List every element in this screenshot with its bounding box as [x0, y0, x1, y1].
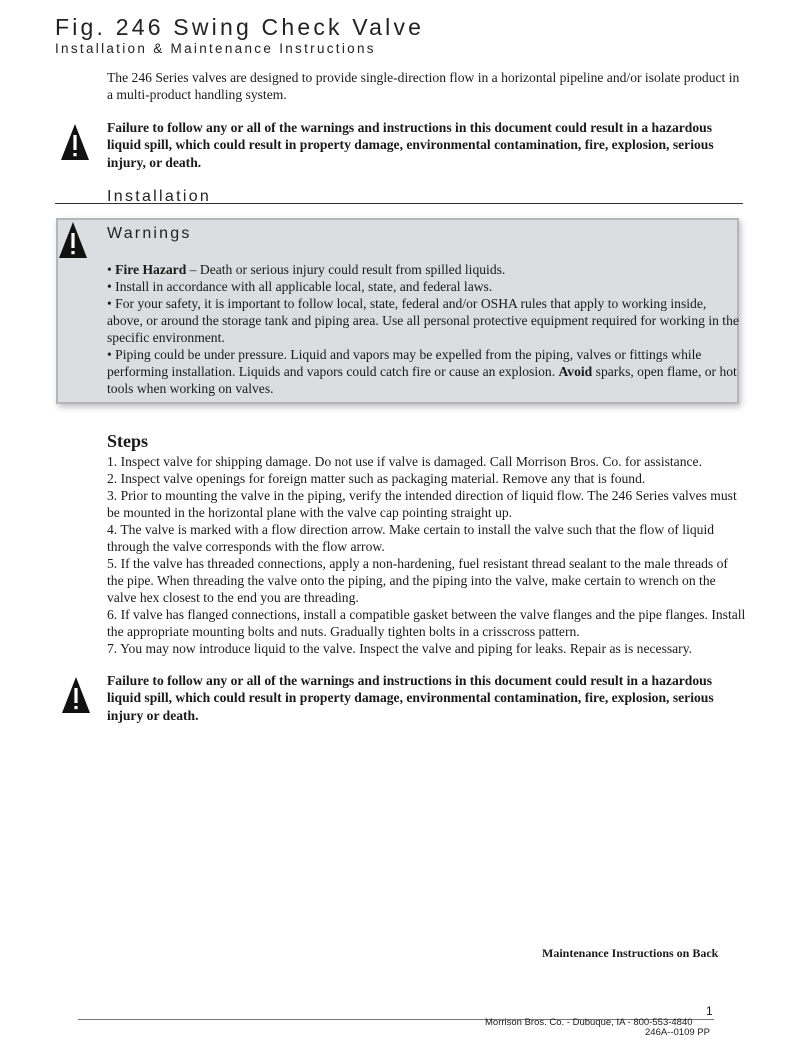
maintenance-note: Maintenance Instructions on Back: [542, 946, 719, 960]
step-item: 1. Inspect valve for shipping damage. Do not use if valve is damaged. Call Morrison Bros. Co. for assistance.: [107, 454, 702, 469]
warning-notice-bottom: Failure to follow any or all of the warnings and instructions in this document could result in a hazardous liquid spill, which could result in property damage, environmental contamination, fire, explosion, serious injury or death.: [107, 673, 714, 723]
step-item: 6. If valve has flanged connections, install a compatible gasket between the valve flanges and the pipe flanges. Install the appropriate mounting bolts and nuts. Gradually tighten bolts in a crisscross pattern.: [107, 607, 746, 639]
installation-heading: Installation: [107, 188, 212, 205]
step-item: 3. Prior to mounting the valve in the piping, verify the intended direction of liquid flow. The 246 Series valves must be mounted in the horizontal plane with the valve cap pointing straight up.: [107, 488, 737, 520]
intro-paragraph: The 246 Series valves are designed to provide single-direction flow in a horizontal pipeline and/or isolate product in a multi-product handling system.: [107, 70, 740, 102]
warnings-heading: Warnings: [107, 225, 192, 242]
warning-triangle-icon: [60, 122, 90, 162]
document-title: Fig. 246 Swing Check Valve: [55, 14, 425, 40]
step-item: 7. You may now introduce liquid to the valve. Inspect the valve and piping for leaks. Repair as is necessary.: [107, 641, 693, 656]
warning-item: • Install in accordance with all applicable local, state, and federal laws.: [107, 279, 493, 294]
steps-list: [107, 453, 747, 657]
section-divider: [55, 203, 743, 204]
warning-item: • Fire Hazard – Death or serious injury could result from spilled liquids.: [107, 262, 506, 277]
step-item: 2. Inspect valve openings for foreign matter such as packaging material. Remove any that is found.: [107, 471, 646, 486]
page-number: 1: [706, 1004, 713, 1018]
footer-company: Morrison Bros. Co. - Dubuque, IA - 800-553-4840: [485, 1017, 693, 1028]
warnings-list: [107, 261, 743, 397]
footer-document-code: 246A--0109 PP: [645, 1027, 710, 1038]
warning-triangle-icon: [61, 675, 91, 715]
step-item: 5. If the valve has threaded connections, apply a non-hardening, fuel resistant thread sealant to the male threads of the pipe. When threading the valve onto the piping, and the piping into the valve, make certain to wrench on the valve hex closest to the end you are threading.: [107, 556, 728, 605]
step-item: 4. The valve is marked with a flow direction arrow. Make certain to install the valve such that the flow of liquid through the valve corresponds with the flow arrow.: [107, 522, 715, 554]
document-subtitle: Installation & Maintenance Instructions: [55, 41, 376, 56]
steps-heading: Steps: [107, 431, 149, 451]
warning-item: • For your safety, it is important to follow local, state, federal and/or OSHA rules that apply to working inside, above, or around the storage tank and piping area. Use all personal protective equipment required for working in the specific environment.: [107, 296, 739, 345]
warning-item: • Piping could be under pressure. Liquid and vapors may be expelled from the piping, valves or fittings while performing installation. Liquids and vapors could catch fire or cause an explosion. Avoid sparks, open flame, or hot tools when working on valves.: [107, 347, 737, 396]
warning-notice: Failure to follow any or all of the warnings and instructions in this document could result in a hazardous liquid spill, which could result in property damage, environmental contamination, fire, explosion, serious injury, or death.: [107, 120, 714, 170]
warning-triangle-icon: [58, 220, 88, 260]
